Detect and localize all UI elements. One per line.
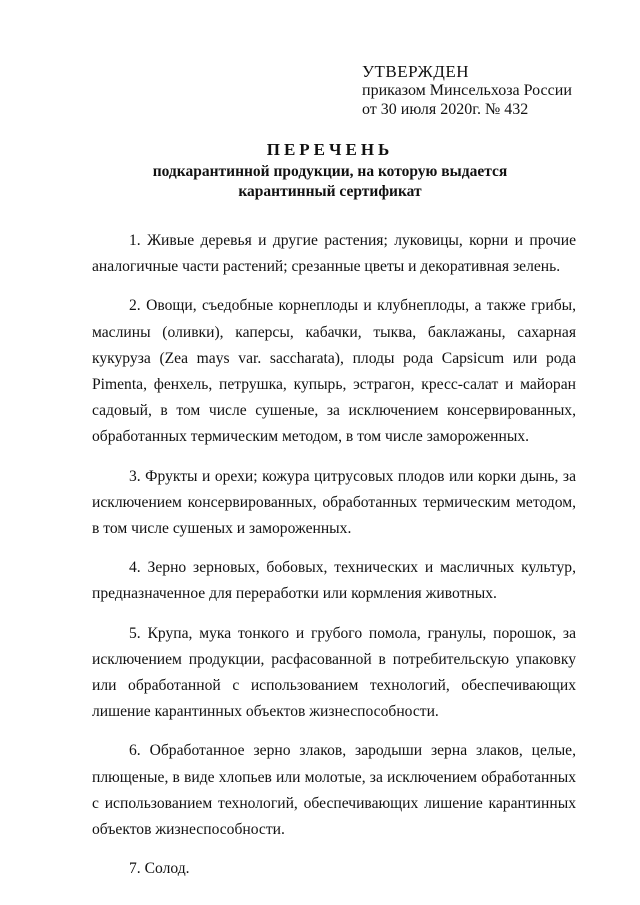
- approval-order-line: приказом Минсельхоза России: [362, 82, 572, 99]
- approval-title: УТВЕРЖДЕН: [362, 62, 469, 81]
- document-heading: [60, 140, 600, 202]
- list-item-4: 4. Зерно зерновых, бобовых, технических и масличных культур, предназначенное для переработки или кормления животных.: [92, 559, 576, 603]
- list-item-3: 3. Фрукты и орехи; кожура цитрусовых плодов или корки дынь, за исключением консервированных, обработанных термическим методом, в том числе сушеных и замороженных.: [92, 467, 576, 538]
- list-item-6: 6. Обработанное зерно злаков, зародыши зерна злаков, целые, плющеные, в виде хлопьев или молотые, за исключением обработанных с использованием технологий, обеспечивающих лишение карантинных объектов жизнеспособности.: [92, 742, 576, 839]
- document-subtitle-line-2: карантинный сертификат: [238, 183, 422, 200]
- document-title: ПЕРЕЧЕНЬ: [266, 140, 394, 159]
- approval-stamp-block: [362, 62, 622, 119]
- list-item-5: 5. Крупа, мука тонкого и грубого помола, гранулы, порошок, за исключением продукции, расфасованной в потребительскую упаковку или обработанной с использованием технологий, обеспечивающих лишение карантинных объектов жизнеспособности.: [92, 624, 576, 721]
- list-item-7: 7. Солод.: [129, 860, 190, 878]
- list-item-2: 2. Овощи, съедобные корнеплоды и клубнеплоды, а также грибы, маслины (оливки), каперсы, кабачки, тыква, баклажаны, сахарная кукуруза (Zea mays var. saccharata), плоды рода Capsicum или рода Pimenta, фенхель, петрушка, купырь, эстрагон, кресс-салат и майоран садовый, в том числе сушеные, за исключением консервированных, обработанных термическим методом, в том числе замороженных.: [92, 297, 576, 446]
- document-subtitle-line-1: подкарантинной продукции, на которую выдается: [152, 163, 508, 180]
- list-item-1: 1. Живые деревья и другие растения; луковицы, корни и прочие аналогичные части растений; срезанные цветы и декоративная зелень.: [92, 232, 576, 276]
- approval-date-number: от 30 июля 2020г. № 432: [362, 101, 529, 118]
- document-body: [92, 228, 576, 895]
